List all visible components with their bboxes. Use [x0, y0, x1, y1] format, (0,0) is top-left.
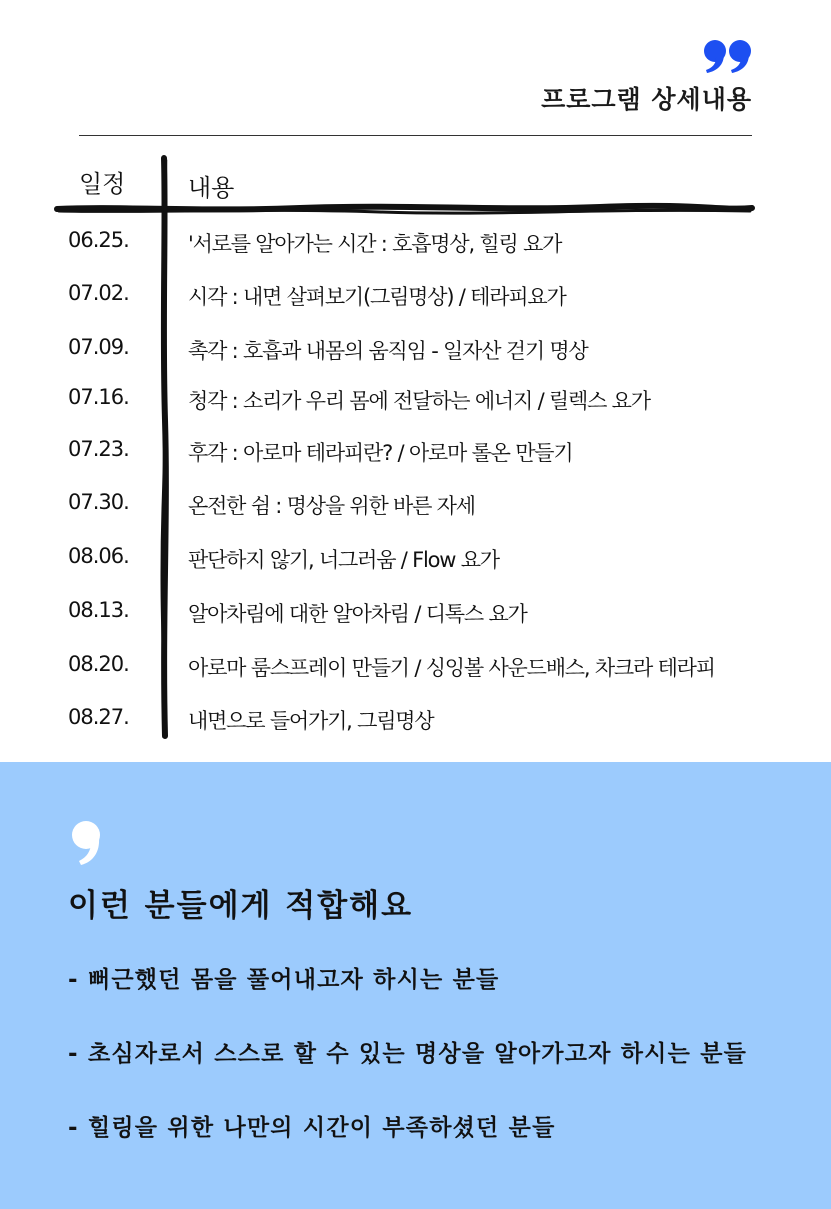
column-header-date: 일정	[79, 170, 126, 198]
row-content: 촉각 : 호흡과 내몸의 움직임 - 일자산 걷기 명상	[188, 339, 588, 363]
section-title: 프로그램 상세내용	[541, 85, 752, 114]
table-row	[0, 335, 831, 365]
table-row	[0, 544, 831, 574]
row-date: 08.13.	[68, 598, 129, 622]
target-audience-item: - 초심자로서 스스로 할 수 있는 명상을 알아가고자 하시는 분들	[68, 1041, 748, 1067]
table-row	[0, 437, 831, 467]
row-content: 후각 : 아로마 테라피란? / 아로마 롤온 만들기	[188, 441, 573, 465]
row-content: 청각 : 소리가 우리 몸에 전달하는 에너지 / 릴렉스 요가	[188, 389, 650, 413]
single-quote-mark-icon	[69, 820, 107, 866]
column-header-content: 내용	[188, 174, 235, 202]
row-content: 알아차림에 대한 알아차림 / 디톡스 요가	[188, 602, 527, 626]
table-row	[0, 281, 831, 311]
target-audience-title: 이런 분들에게 적합해요	[68, 888, 414, 924]
target-audience-item: - 힐링을 위한 나만의 시간이 부족하셨던 분들	[68, 1115, 556, 1141]
row-date: 08.06.	[68, 544, 129, 568]
row-content: 온전한 쉼 : 명상을 위한 바른 자세	[188, 494, 475, 518]
row-date: 07.09.	[68, 335, 129, 359]
table-row	[0, 652, 831, 682]
row-date: 08.20.	[68, 652, 129, 676]
table-row	[0, 228, 831, 258]
table-row	[0, 598, 831, 628]
row-content: 아로마 룸스프레이 만들기 / 싱잉볼 사운드배스, 차크라 테라피	[188, 656, 715, 680]
target-audience-item: - 뻐근했던 몸을 풀어내고자 하시는 분들	[68, 967, 500, 993]
row-content: 시각 : 내면 살펴보기(그림명상) / 테라피요가	[188, 285, 566, 309]
target-audience-section	[0, 762, 831, 1209]
row-content: 내면으로 들어가기, 그림명상	[188, 709, 434, 733]
row-date: 08.27.	[68, 705, 129, 729]
table-row	[0, 490, 831, 520]
row-date: 06.25.	[68, 228, 129, 252]
table-row	[0, 385, 831, 415]
row-date: 07.23.	[68, 437, 129, 461]
row-content: 판단하지 않기, 너그러움 / Flow 요가	[188, 548, 499, 572]
row-content: '서로를 알아가는 시간 : 호흡명상, 힐링 요가	[188, 232, 562, 256]
row-date: 07.30.	[68, 490, 129, 514]
row-date: 07.16.	[68, 385, 129, 409]
row-date: 07.02.	[68, 281, 129, 305]
table-row	[0, 705, 831, 735]
